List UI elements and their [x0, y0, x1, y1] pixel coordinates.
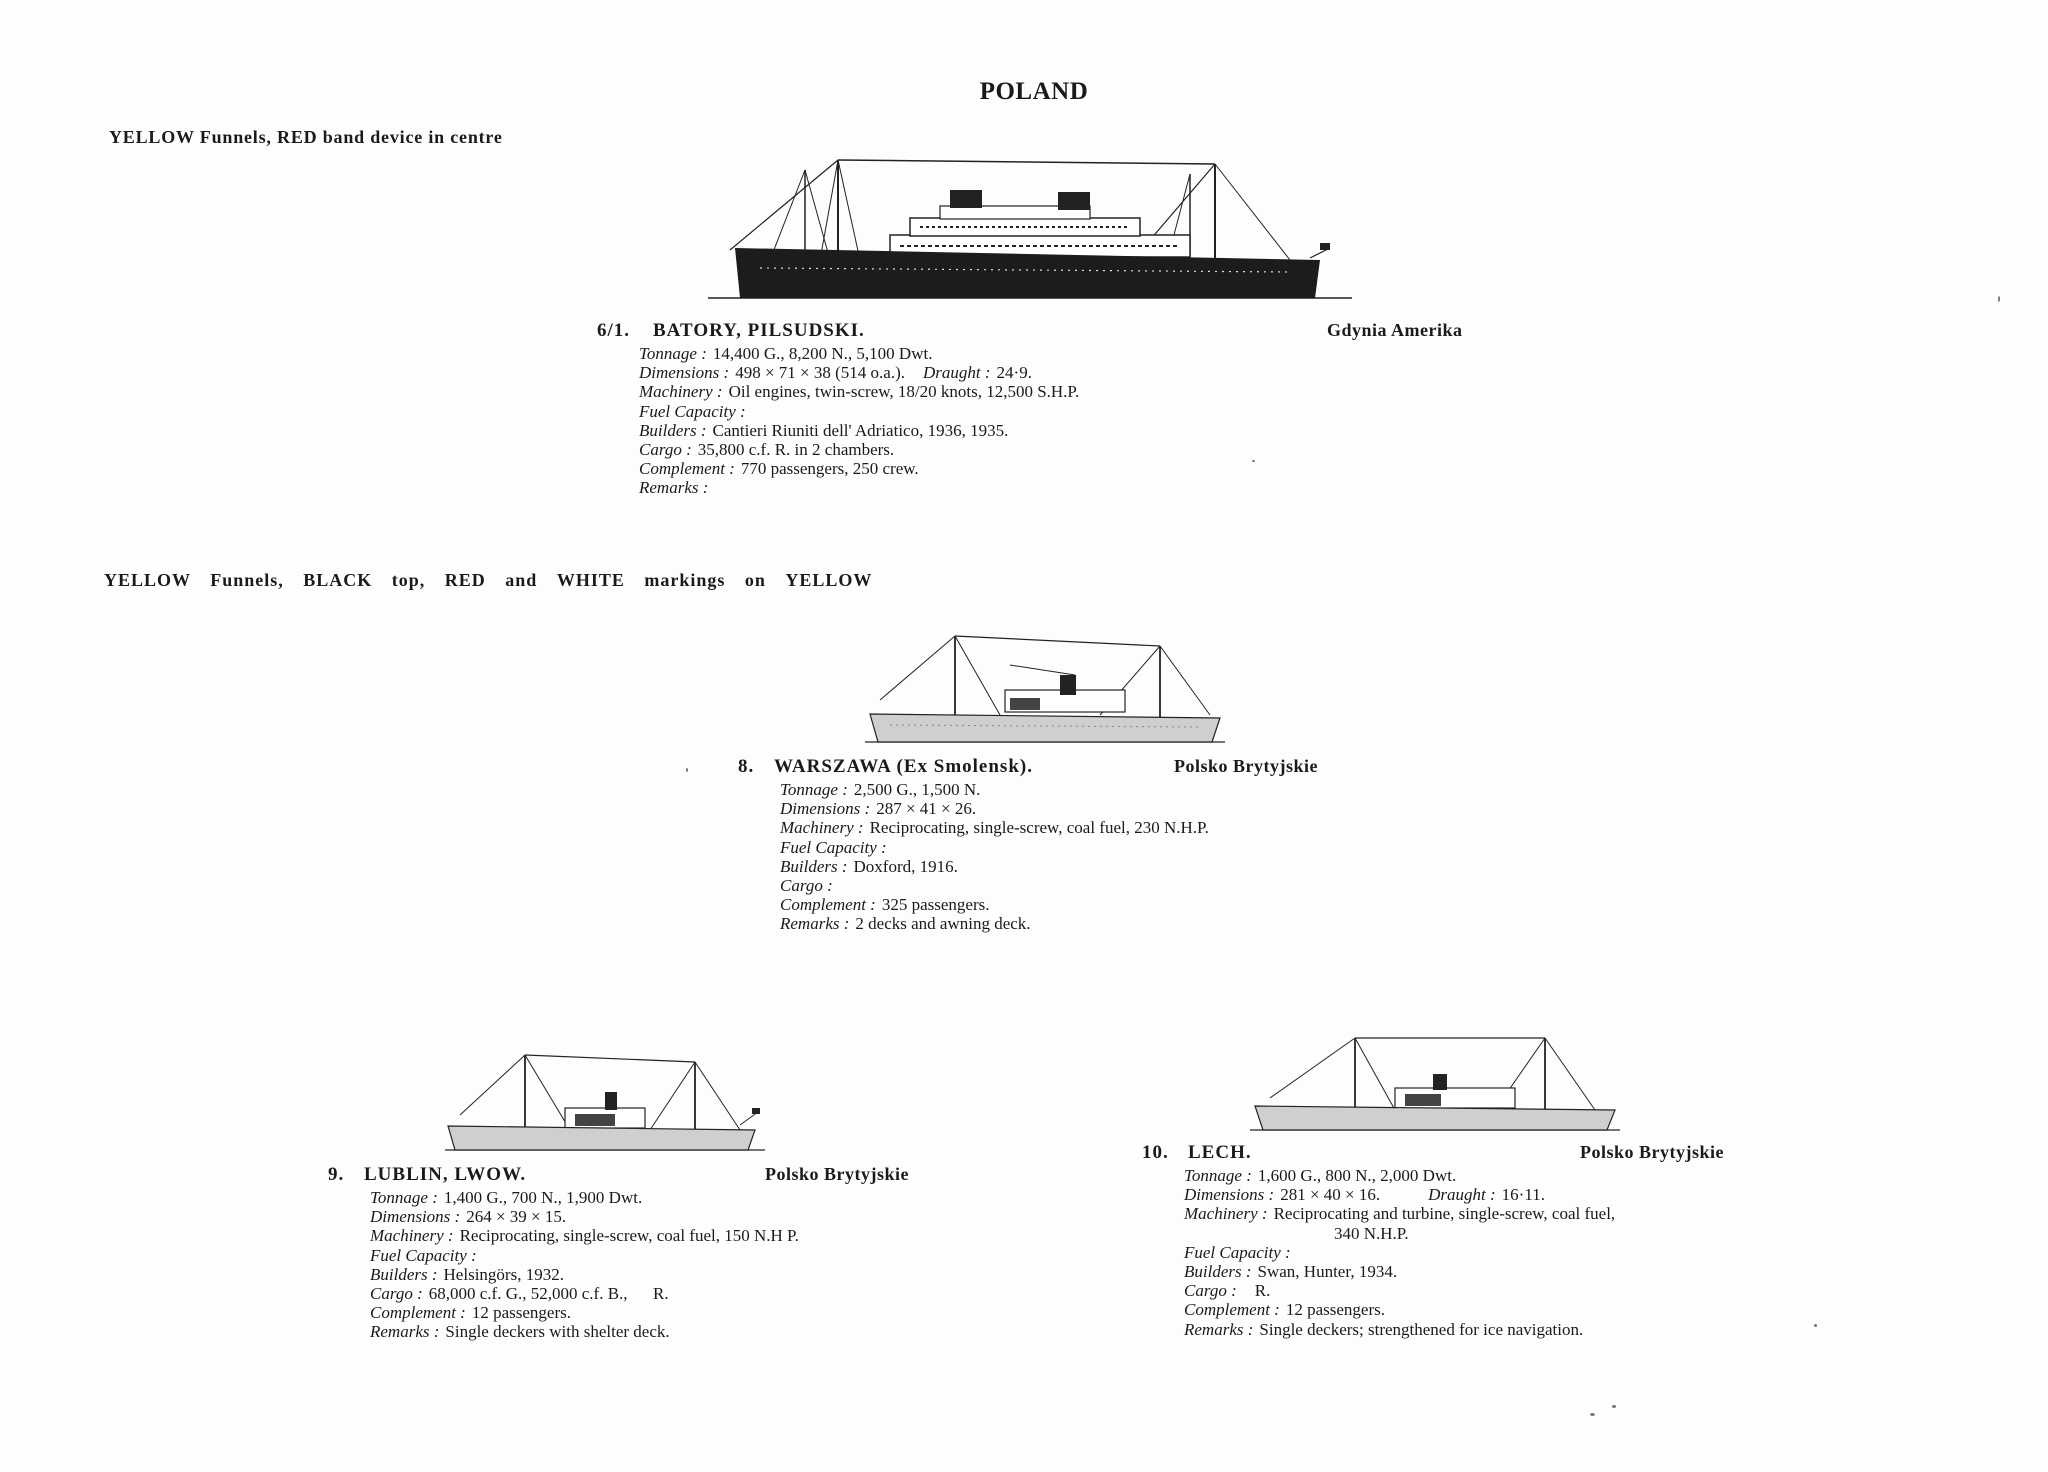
builders-value: Doxford, 1916. [853, 856, 958, 876]
complement-value: 12 passengers. [471, 1303, 571, 1323]
cargo-label: Cargo : [1184, 1281, 1237, 1301]
builders-row [639, 421, 1519, 440]
builders-label: Builders : [780, 856, 848, 876]
builders-row [780, 857, 1400, 876]
draught-value: 16·11. [1501, 1185, 1545, 1205]
shipping-line: Gdynia Amerika [1327, 320, 1463, 340]
fuel-row [639, 402, 1519, 421]
caption-word: Funnels, [210, 570, 284, 590]
entry-header [328, 1164, 928, 1190]
dimensions-row [370, 1207, 970, 1226]
remarks-row [780, 914, 1400, 933]
ship-illustration-lublin [440, 1050, 770, 1160]
remarks-row [1184, 1320, 1804, 1339]
tonnage-label: Tonnage : [639, 344, 707, 363]
machinery-value: Reciprocating and turbine, single-screw, coal fuel, [1273, 1204, 1616, 1224]
ship-details [370, 1188, 970, 1342]
remarks-label: Remarks : [780, 914, 850, 934]
entry-number: 9. [328, 1164, 345, 1185]
machinery-row [1184, 1204, 1804, 1223]
caption-word: on [744, 570, 766, 590]
caption-word: YELLOW [785, 570, 873, 590]
ship-entry-warszawa [738, 756, 1358, 936]
builders-row [370, 1265, 970, 1284]
caption-word: YELLOW [104, 570, 191, 590]
complement-label: Complement : [1184, 1300, 1280, 1320]
dimensions-row [1184, 1185, 1804, 1204]
remarks-value: 2 decks and awning deck. [855, 914, 1031, 934]
dimensions-label: Dimensions : [780, 799, 871, 819]
remarks-value: Single deckers; strengthened for ice navigation. [1259, 1319, 1584, 1339]
ink-speck [1252, 460, 1255, 462]
machinery-label: Machinery : [639, 382, 723, 402]
draught-label: Draught : [1428, 1185, 1496, 1205]
dimensions-row [639, 363, 1519, 382]
caption-word: markings [644, 570, 726, 590]
complement-label: Complement : [639, 459, 735, 479]
machinery-value: Reciprocating, single-screw, coal fuel, 150 N.H P. [459, 1226, 799, 1246]
entry-header [1142, 1142, 1762, 1168]
draught-label: Draught : [923, 363, 991, 383]
remarks-value: Single deckers with shelter deck. [445, 1322, 670, 1342]
builders-label: Builders : [1184, 1262, 1252, 1282]
machinery-continuation: 340 N.H.P. [1334, 1223, 1409, 1243]
dimensions-label: Dimensions : [370, 1207, 461, 1227]
fuel-label: Fuel Capacity : [1184, 1242, 1291, 1262]
builders-value: Cantieri Riuniti dell' Adriatico, 1936, 1935. [712, 420, 1009, 440]
caption-word: top, [391, 570, 426, 590]
ship-entry-lech [1142, 1142, 1762, 1341]
cargo-row [1184, 1281, 1804, 1300]
tonnage-value: 1,400 G., 700 N., 1,900 Dwt. [443, 1188, 643, 1207]
builders-label: Builders : [639, 420, 707, 440]
ship-name: LUBLIN, LWOW. [364, 1164, 527, 1185]
cargo-value: 68,000 c.f. G., 52,000 c.f. B., R. [428, 1284, 669, 1304]
fuel-label: Fuel Capacity : [639, 401, 746, 421]
machinery-row [370, 1226, 970, 1245]
remarks-label: Remarks : [639, 478, 709, 498]
ink-speck [1814, 1324, 1817, 1327]
cargo-row [639, 440, 1519, 459]
machinery-label: Machinery : [1184, 1204, 1268, 1224]
funnel-caption-yellow-red-band: YELLOW Funnels, RED band device in centre [109, 127, 503, 147]
complement-row [1184, 1300, 1804, 1319]
ship-illustration-lech [1245, 1030, 1625, 1140]
caption-word: and [505, 570, 538, 590]
builders-row [1184, 1262, 1804, 1281]
cargo-value: 35,800 c.f. R. in 2 chambers. [697, 440, 895, 460]
cargo-label: Cargo : [639, 440, 692, 460]
cargo-row [780, 876, 1400, 895]
ship-details [1184, 1166, 1804, 1339]
machinery-label: Machinery : [780, 818, 864, 838]
machinery-row [639, 382, 1519, 401]
ship-name: WARSZAWA (Ex Smolensk). [774, 756, 1033, 777]
machinery-value: Reciprocating, single-screw, coal fuel, 230 N.H.P. [869, 818, 1209, 838]
entry-number: 8. [738, 756, 755, 777]
ship-details [780, 780, 1400, 934]
builders-value: Swan, Hunter, 1934. [1257, 1262, 1398, 1282]
funnel-caption-yellow-black-top [104, 570, 872, 591]
cargo-label: Cargo : [780, 876, 833, 896]
builders-label: Builders : [370, 1264, 438, 1284]
cargo-label: Cargo : [370, 1284, 423, 1304]
ship-illustration-batory [700, 150, 1360, 310]
builders-value: Helsingörs, 1932. [443, 1264, 564, 1284]
ink-speck [1998, 296, 2000, 302]
dimensions-value: 498 × 71 × 38 (514 o.a.). [735, 363, 905, 383]
machinery-row [780, 818, 1400, 837]
remarks-label: Remarks : [1184, 1319, 1254, 1339]
fuel-row [370, 1246, 970, 1265]
ship-entry-lublin [328, 1164, 928, 1344]
remarks-row [639, 478, 1519, 497]
ink-speck [1612, 1405, 1616, 1408]
dimensions-value: 264 × 39 × 15. [466, 1207, 567, 1227]
fuel-label: Fuel Capacity : [780, 837, 887, 857]
ship-details [639, 344, 1519, 498]
complement-row [370, 1303, 970, 1322]
entry-number: 6/1. [597, 320, 631, 341]
dimensions-row [780, 799, 1400, 818]
cargo-row [370, 1284, 970, 1303]
shipping-line: Polsko Brytyjskie [1580, 1142, 1725, 1162]
caption-word: BLACK [303, 570, 373, 590]
tonnage-label: Tonnage : [1184, 1166, 1252, 1185]
tonnage-row [639, 344, 1519, 363]
dimensions-label: Dimensions : [1184, 1185, 1275, 1205]
draught-value: 24·9. [996, 363, 1032, 383]
fuel-label: Fuel Capacity : [370, 1245, 477, 1265]
dimensions-value: 281 × 40 × 16. [1280, 1185, 1381, 1205]
tonnage-label: Tonnage : [370, 1188, 438, 1207]
remarks-label: Remarks : [370, 1322, 440, 1342]
entry-header [597, 320, 1477, 346]
complement-label: Complement : [370, 1303, 466, 1323]
tonnage-row [370, 1188, 970, 1207]
page-title: POLAND [979, 78, 1089, 105]
tonnage-value: 14,400 G., 8,200 N., 5,100 Dwt. [712, 344, 933, 363]
complement-value: 770 passengers, 250 crew. [740, 459, 919, 479]
caption-word: WHITE [556, 570, 625, 590]
ink-speck [1590, 1413, 1595, 1416]
complement-row [780, 895, 1400, 914]
fuel-row [780, 838, 1400, 857]
cargo-value: R. [1254, 1281, 1271, 1301]
entry-header [738, 756, 1358, 782]
complement-row [639, 459, 1519, 478]
ship-name: LECH. [1188, 1142, 1252, 1163]
entry-number: 10. [1142, 1142, 1169, 1163]
dimensions-label: Dimensions : [639, 363, 730, 383]
machinery-value: Oil engines, twin-screw, 18/20 knots, 12,500 S.H.P. [728, 382, 1080, 402]
shipping-line: Polsko Brytyjskie [1174, 756, 1319, 776]
ship-name: BATORY, PILSUDSKI. [653, 320, 865, 341]
tonnage-value: 2,500 G., 1,500 N. [853, 780, 981, 799]
complement-value: 325 passengers. [881, 895, 990, 915]
ink-speck [686, 768, 688, 772]
tonnage-value: 1,600 G., 800 N., 2,000 Dwt. [1257, 1166, 1457, 1185]
remarks-row [370, 1322, 970, 1341]
machinery-label: Machinery : [370, 1226, 454, 1246]
fuel-row [1184, 1243, 1804, 1262]
tonnage-row [1184, 1166, 1804, 1185]
dimensions-value: 287 × 41 × 26. [876, 799, 977, 819]
complement-label: Complement : [780, 895, 876, 915]
tonnage-label: Tonnage : [780, 780, 848, 799]
caption-word: RED [444, 570, 486, 590]
ship-entry-batory [597, 320, 1477, 500]
ship-illustration-warszawa [860, 630, 1230, 750]
shipping-line: Polsko Brytyjskie [765, 1164, 910, 1184]
tonnage-row [780, 780, 1400, 799]
complement-value: 12 passengers. [1285, 1300, 1385, 1320]
